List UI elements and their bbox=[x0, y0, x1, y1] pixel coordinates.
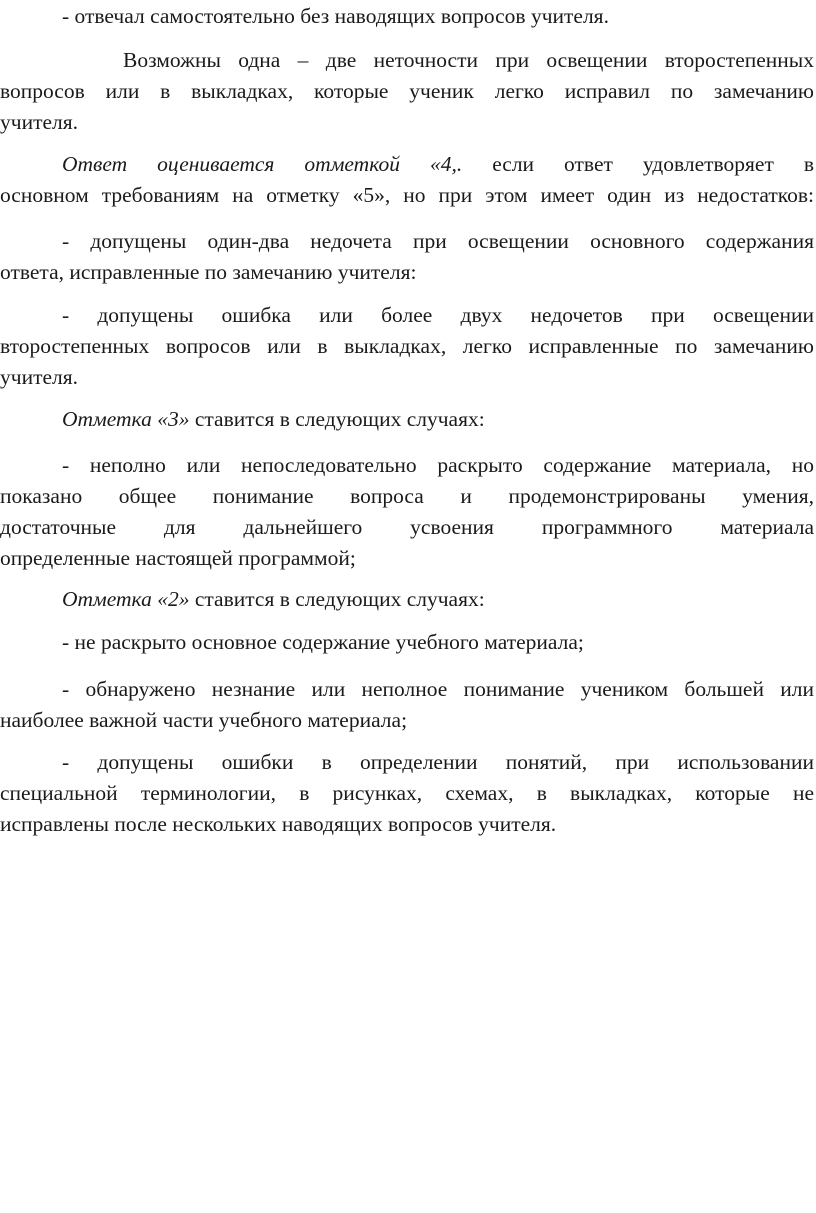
grade-4-condition: если ответ удовлетворяет в bbox=[462, 152, 814, 176]
text-line: исправлены после нескольких наводящих вопросов учителя. bbox=[0, 812, 557, 836]
text-line: - неполно или непоследовательно раскрыто содержание материала, но bbox=[62, 453, 814, 477]
grade-4-heading: Ответ оценивается отметкой «4,. bbox=[62, 152, 463, 176]
text-line: определенные настоящей программой; bbox=[0, 546, 356, 570]
text-line: достаточные для дальнейшего усвоения программного материала bbox=[0, 515, 814, 539]
text-line bbox=[62, 585, 814, 614]
grade-2-condition: ставится в следующих случаях: bbox=[189, 587, 485, 611]
text-line: - отвечал самостоятельно без наводящих вопросов учителя. bbox=[62, 4, 609, 28]
paragraph-incomplete-disclosure bbox=[0, 451, 814, 573]
paragraph-one-two-shortcomings bbox=[0, 227, 814, 287]
text-line: наиболее важной части учебного материала; bbox=[0, 708, 408, 732]
paragraph-answered-independently bbox=[62, 2, 802, 31]
text-line: - допущены ошибки в определении понятий, при использовании bbox=[62, 750, 814, 774]
paragraph-grade-3 bbox=[0, 405, 814, 434]
text-line: Возможны одна – две неточности при освещении второстепенных bbox=[123, 48, 814, 72]
text-line: - допущены ошибка или более двух недочетов при освещении bbox=[62, 303, 814, 327]
text-line: вопросов или в выкладках, которые ученик легко исправил по замечанию bbox=[0, 79, 814, 103]
paragraph-content-not-disclosed bbox=[0, 628, 814, 657]
paragraph-grade-2 bbox=[0, 585, 814, 614]
text-line bbox=[62, 150, 814, 179]
text-line: показано общее понимание вопроса и продемонстрированы умения, bbox=[0, 484, 814, 508]
grade-3-condition: ставится в следующих случаях: bbox=[189, 407, 485, 431]
paragraph-ignorance-revealed bbox=[0, 675, 814, 735]
text-line: - не раскрыто основное содержание учебного материала; bbox=[62, 630, 584, 654]
text-line: специальной терминологии, в рисунках, схемах, в выкладках, которые не bbox=[0, 781, 814, 805]
paragraph-error-or-shortcomings bbox=[0, 301, 814, 392]
text-line: основном требованиям на отметку «5», но при этом имеет один из недостатков: bbox=[0, 183, 814, 207]
text-line: - обнаружено незнание или неполное понимание учеником большей или bbox=[62, 677, 814, 701]
text-line: учителя. bbox=[0, 110, 79, 134]
paragraph-definition-errors bbox=[0, 748, 814, 839]
text-line bbox=[62, 405, 814, 434]
paragraph-grade-4 bbox=[0, 150, 814, 210]
text-line: учителя. bbox=[0, 365, 79, 389]
text-line: второстепенных вопросов или в выкладках, легко исправленные по замечанию bbox=[0, 334, 814, 358]
text-line: ответа, исправленные по замечанию учителя: bbox=[0, 260, 417, 284]
grade-2-heading: Отметка «2» bbox=[62, 587, 190, 611]
text-line: - допущены один-два недочета при освещении основного содержания bbox=[62, 229, 814, 253]
grade-3-heading: Отметка «3» bbox=[62, 407, 190, 431]
paragraph-minor-inaccuracies bbox=[0, 46, 814, 137]
